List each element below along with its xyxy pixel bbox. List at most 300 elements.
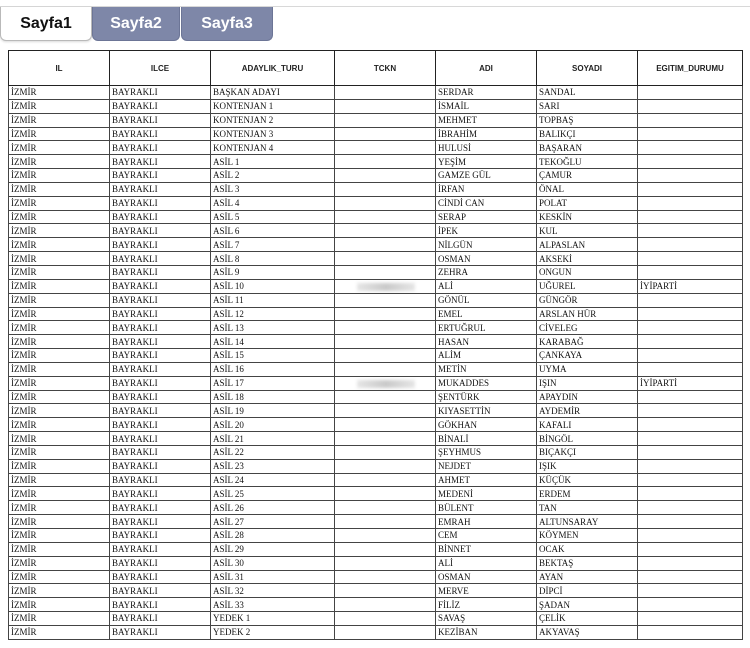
cell-ilce[interactable]: BAYRAKLI xyxy=(110,169,211,183)
cell-adaylik-turu[interactable]: ASİL 9 xyxy=(211,265,335,279)
cell-adaylik-turu[interactable]: ASİL 1 xyxy=(211,155,335,169)
table-row xyxy=(9,210,743,224)
cell-ilce[interactable]: BAYRAKLI xyxy=(110,196,211,210)
cell-soyadi[interactable]: KÜÇÜK xyxy=(537,473,638,487)
cell-adi[interactable]: MUKADDES xyxy=(436,376,537,390)
cell-adi[interactable]: KIYASETTİN xyxy=(436,404,537,418)
cell-adaylik-turu[interactable]: ASİL 7 xyxy=(211,238,335,252)
cell-ilce[interactable]: BAYRAKLI xyxy=(110,321,211,335)
cell-soyadi[interactable]: KÖYMEN xyxy=(537,529,638,543)
cell-il[interactable]: İZMİR xyxy=(9,432,110,446)
cell-ilce[interactable]: BAYRAKLI xyxy=(110,445,211,459)
table-row xyxy=(9,335,743,349)
cell-egitim-durumu[interactable] xyxy=(638,432,743,446)
cell-ilce[interactable]: BAYRAKLI xyxy=(110,224,211,238)
cell-soyadi[interactable]: KUL xyxy=(537,224,638,238)
cell-adaylik-turu[interactable]: ASİL 29 xyxy=(211,542,335,556)
cell-ilce[interactable]: BAYRAKLI xyxy=(110,307,211,321)
cell-soyadi[interactable]: TAN xyxy=(537,501,638,515)
cell-il[interactable]: İZMİR xyxy=(9,418,110,432)
cell-adaylik-turu[interactable]: ASİL 20 xyxy=(211,418,335,432)
cell-ilce[interactable]: BAYRAKLI xyxy=(110,155,211,169)
cell-il[interactable]: İZMİR xyxy=(9,515,110,529)
cell-tckn[interactable] xyxy=(335,376,436,390)
cell-soyadi[interactable]: IŞIK xyxy=(537,459,638,473)
cell-tckn[interactable] xyxy=(335,113,436,127)
cell-soyadi[interactable]: DİPCİ xyxy=(537,584,638,598)
cell-tckn[interactable] xyxy=(335,99,436,113)
cell-soyadi[interactable]: KAFALI xyxy=(537,418,638,432)
cell-adi[interactable]: GÖKHAN xyxy=(436,418,537,432)
header-adaylik-turu[interactable]: ADAYLIK_TURU xyxy=(211,51,335,86)
cell-il[interactable]: İZMİR xyxy=(9,459,110,473)
cell-il[interactable]: İZMİR xyxy=(9,307,110,321)
table-row xyxy=(9,86,743,100)
cell-il[interactable]: İZMİR xyxy=(9,321,110,335)
cell-egitim-durumu[interactable] xyxy=(638,612,743,626)
cell-adi[interactable]: YEŞİM xyxy=(436,155,537,169)
cell-adaylik-turu[interactable]: KONTENJAN 1 xyxy=(211,99,335,113)
header-egitim-durumu[interactable]: EGITIM_DURUMU xyxy=(638,51,743,86)
cell-adi[interactable]: GÖNÜL xyxy=(436,293,537,307)
cell-tckn[interactable] xyxy=(335,501,436,515)
cell-egitim-durumu[interactable] xyxy=(638,390,743,404)
cell-egitim-durumu[interactable] xyxy=(638,224,743,238)
cell-soyadi[interactable]: BİNGÖL xyxy=(537,432,638,446)
cell-ilce[interactable]: BAYRAKLI xyxy=(110,584,211,598)
cell-adi[interactable]: BİNALİ xyxy=(436,432,537,446)
cell-tckn[interactable] xyxy=(335,252,436,266)
cell-egitim-durumu[interactable] xyxy=(638,542,743,556)
cell-soyadi[interactable]: BIÇAKÇI xyxy=(537,445,638,459)
cell-ilce[interactable]: BAYRAKLI xyxy=(110,113,211,127)
cell-soyadi[interactable]: ÇANKAYA xyxy=(537,349,638,363)
cell-tckn[interactable] xyxy=(335,210,436,224)
cell-tckn[interactable] xyxy=(335,265,436,279)
cell-adi[interactable]: AHMET xyxy=(436,473,537,487)
cell-tckn[interactable] xyxy=(335,625,436,639)
cell-ilce[interactable]: BAYRAKLI xyxy=(110,238,211,252)
cell-egitim-durumu[interactable] xyxy=(638,598,743,612)
cell-tckn[interactable] xyxy=(335,335,436,349)
cell-egitim-durumu[interactable] xyxy=(638,459,743,473)
cell-il[interactable]: İZMİR xyxy=(9,501,110,515)
cell-adi[interactable]: İRFAN xyxy=(436,182,537,196)
cell-egitim-durumu[interactable] xyxy=(638,349,743,363)
cell-soyadi[interactable]: TOPBAŞ xyxy=(537,113,638,127)
cell-tckn[interactable] xyxy=(335,224,436,238)
cell-adaylik-turu[interactable]: ASİL 13 xyxy=(211,321,335,335)
cell-adaylik-turu[interactable]: ASİL 18 xyxy=(211,390,335,404)
cell-egitim-durumu[interactable] xyxy=(638,169,743,183)
cell-adaylik-turu[interactable]: ASİL 8 xyxy=(211,252,335,266)
cell-adi[interactable]: KEZİBAN xyxy=(436,625,537,639)
table-row xyxy=(9,529,743,543)
table-row xyxy=(9,418,743,432)
cell-tckn[interactable] xyxy=(335,473,436,487)
cell-soyadi[interactable]: SANDAL xyxy=(537,86,638,100)
cell-egitim-durumu[interactable] xyxy=(638,584,743,598)
cell-il[interactable]: İZMİR xyxy=(9,169,110,183)
cell-egitim-durumu[interactable] xyxy=(638,293,743,307)
cell-tckn[interactable] xyxy=(335,445,436,459)
cell-soyadi[interactable]: ŞADAN xyxy=(537,598,638,612)
cell-adaylik-turu[interactable]: BAŞKAN ADAYI xyxy=(211,86,335,100)
cell-il[interactable]: İZMİR xyxy=(9,238,110,252)
cell-soyadi[interactable]: ALPASLAN xyxy=(537,238,638,252)
cell-adi[interactable]: ŞENTÜRK xyxy=(436,390,537,404)
cell-adi[interactable]: BÜLENT xyxy=(436,501,537,515)
cell-il[interactable]: İZMİR xyxy=(9,196,110,210)
cell-tckn[interactable] xyxy=(335,432,436,446)
cell-soyadi[interactable]: ÇAMUR xyxy=(537,169,638,183)
cell-soyadi[interactable]: APAYDIN xyxy=(537,390,638,404)
cell-adi[interactable]: BİNNET xyxy=(436,542,537,556)
cell-il[interactable]: İZMİR xyxy=(9,155,110,169)
cell-adaylik-turu[interactable]: ASİL 33 xyxy=(211,598,335,612)
tab-sayfa1[interactable]: Sayfa1 xyxy=(0,7,92,41)
cell-egitim-durumu[interactable] xyxy=(638,487,743,501)
cell-il[interactable]: İZMİR xyxy=(9,542,110,556)
cell-adaylik-turu[interactable]: ASİL 30 xyxy=(211,556,335,570)
cell-il[interactable]: İZMİR xyxy=(9,335,110,349)
tab-sayfa2[interactable]: Sayfa2 xyxy=(92,7,180,41)
cell-tckn[interactable] xyxy=(335,141,436,155)
cell-adaylik-turu[interactable]: ASİL 3 xyxy=(211,182,335,196)
cell-adaylik-turu[interactable]: ASİL 15 xyxy=(211,349,335,363)
cell-adi[interactable]: NİLGÜN xyxy=(436,238,537,252)
cell-tckn[interactable] xyxy=(335,487,436,501)
cell-il[interactable]: İZMİR xyxy=(9,598,110,612)
cell-adi[interactable]: CEM xyxy=(436,529,537,543)
cell-egitim-durumu[interactable] xyxy=(638,418,743,432)
cell-egitim-durumu[interactable] xyxy=(638,404,743,418)
cell-adi[interactable]: FİLİZ xyxy=(436,598,537,612)
cell-tckn[interactable] xyxy=(335,182,436,196)
cell-adi[interactable]: SAVAŞ xyxy=(436,612,537,626)
cell-soyadi[interactable]: ERDEM xyxy=(537,487,638,501)
cell-ilce[interactable]: BAYRAKLI xyxy=(110,265,211,279)
cell-soyadi[interactable]: UĞUREL xyxy=(537,279,638,293)
cell-ilce[interactable]: BAYRAKLI xyxy=(110,501,211,515)
cell-soyadi[interactable]: KARABAĞ xyxy=(537,335,638,349)
cell-il[interactable]: İZMİR xyxy=(9,556,110,570)
cell-soyadi[interactable]: UYMA xyxy=(537,362,638,376)
cell-egitim-durumu[interactable] xyxy=(638,252,743,266)
cell-egitim-durumu[interactable] xyxy=(638,99,743,113)
cell-ilce[interactable]: BAYRAKLI xyxy=(110,293,211,307)
cell-soyadi[interactable]: OCAK xyxy=(537,542,638,556)
cell-adaylik-turu[interactable]: ASİL 16 xyxy=(211,362,335,376)
cell-adaylik-turu[interactable]: YEDEK 1 xyxy=(211,612,335,626)
cell-egitim-durumu[interactable] xyxy=(638,515,743,529)
cell-adi[interactable]: EMEL xyxy=(436,307,537,321)
cell-il[interactable]: İZMİR xyxy=(9,279,110,293)
cell-ilce[interactable]: BAYRAKLI xyxy=(110,86,211,100)
cell-egitim-durumu[interactable] xyxy=(638,238,743,252)
tab-sayfa3[interactable]: Sayfa3 xyxy=(181,7,273,41)
cell-ilce[interactable]: BAYRAKLI xyxy=(110,487,211,501)
cell-il[interactable]: İZMİR xyxy=(9,625,110,639)
cell-adi[interactable]: İPEK xyxy=(436,224,537,238)
cell-ilce[interactable]: BAYRAKLI xyxy=(110,473,211,487)
cell-egitim-durumu[interactable] xyxy=(638,556,743,570)
cell-soyadi[interactable]: ÖNAL xyxy=(537,182,638,196)
cell-ilce[interactable]: BAYRAKLI xyxy=(110,390,211,404)
cell-adi[interactable]: HULUSİ xyxy=(436,141,537,155)
cell-soyadi[interactable]: CİVELEG xyxy=(537,321,638,335)
cell-soyadi[interactable]: KESKİN xyxy=(537,210,638,224)
cell-il[interactable]: İZMİR xyxy=(9,113,110,127)
cell-adaylik-turu[interactable]: KONTENJAN 4 xyxy=(211,141,335,155)
cell-il[interactable]: İZMİR xyxy=(9,127,110,141)
cell-tckn[interactable] xyxy=(335,321,436,335)
cell-ilce[interactable]: BAYRAKLI xyxy=(110,612,211,626)
cell-il[interactable]: İZMİR xyxy=(9,349,110,363)
cell-il[interactable]: İZMİR xyxy=(9,86,110,100)
cell-il[interactable]: İZMİR xyxy=(9,612,110,626)
cell-ilce[interactable]: BAYRAKLI xyxy=(110,349,211,363)
cell-ilce[interactable]: BAYRAKLI xyxy=(110,279,211,293)
cell-adaylik-turu[interactable]: ASİL 4 xyxy=(211,196,335,210)
cell-ilce[interactable]: BAYRAKLI xyxy=(110,418,211,432)
cell-tckn[interactable] xyxy=(335,196,436,210)
cell-soyadi[interactable]: ÇELİK xyxy=(537,612,638,626)
cell-tckn[interactable] xyxy=(335,169,436,183)
cell-adi[interactable]: ŞEYHMUS xyxy=(436,445,537,459)
cell-adaylik-turu[interactable]: ASİL 31 xyxy=(211,570,335,584)
cell-adi[interactable]: İBRAHİM xyxy=(436,127,537,141)
cell-egitim-durumu[interactable] xyxy=(638,307,743,321)
table-row xyxy=(9,473,743,487)
cell-tckn[interactable] xyxy=(335,349,436,363)
cell-tckn[interactable] xyxy=(335,515,436,529)
header-ilce[interactable]: ILCE xyxy=(110,51,211,86)
cell-soyadi[interactable]: ARSLAN HÜR xyxy=(537,307,638,321)
cell-ilce[interactable]: BAYRAKLI xyxy=(110,182,211,196)
cell-soyadi[interactable]: AKSEKİ xyxy=(537,252,638,266)
cell-il[interactable]: İZMİR xyxy=(9,141,110,155)
cell-soyadi[interactable]: ONGUN xyxy=(537,265,638,279)
cell-tckn[interactable] xyxy=(335,279,436,293)
cell-soyadi[interactable]: BEKTAŞ xyxy=(537,556,638,570)
cell-adaylik-turu[interactable]: ASİL 21 xyxy=(211,432,335,446)
cell-egitim-durumu[interactable] xyxy=(638,321,743,335)
cell-tckn[interactable] xyxy=(335,612,436,626)
cell-egitim-durumu[interactable] xyxy=(638,625,743,639)
cell-adi[interactable]: OSMAN xyxy=(436,252,537,266)
cell-adaylik-turu[interactable]: ASİL 25 xyxy=(211,487,335,501)
cell-egitim-durumu[interactable] xyxy=(638,265,743,279)
cell-ilce[interactable]: BAYRAKLI xyxy=(110,99,211,113)
cell-ilce[interactable]: BAYRAKLI xyxy=(110,570,211,584)
cell-ilce[interactable]: BAYRAKLI xyxy=(110,598,211,612)
cell-adaylik-turu[interactable]: ASİL 32 xyxy=(211,584,335,598)
cell-adaylik-turu[interactable]: ASİL 26 xyxy=(211,501,335,515)
cell-egitim-durumu[interactable] xyxy=(638,335,743,349)
cell-adaylik-turu[interactable]: ASİL 5 xyxy=(211,210,335,224)
cell-tckn[interactable] xyxy=(335,542,436,556)
cell-tckn[interactable] xyxy=(335,293,436,307)
header-soyadi[interactable]: SOYADI xyxy=(537,51,638,86)
cell-tckn[interactable] xyxy=(335,529,436,543)
cell-soyadi[interactable]: POLAT xyxy=(537,196,638,210)
cell-soyadi[interactable]: AKYAVAŞ xyxy=(537,625,638,639)
cell-soyadi[interactable]: BALIKÇI xyxy=(537,127,638,141)
cell-il[interactable]: İZMİR xyxy=(9,570,110,584)
cell-adaylik-turu[interactable]: KONTENJAN 2 xyxy=(211,113,335,127)
cell-il[interactable]: İZMİR xyxy=(9,445,110,459)
cell-tckn[interactable] xyxy=(335,598,436,612)
cell-il[interactable]: İZMİR xyxy=(9,182,110,196)
cell-adi[interactable]: MEDENİ xyxy=(436,487,537,501)
cell-adi[interactable]: SERDAR xyxy=(436,86,537,100)
cell-tckn[interactable] xyxy=(335,584,436,598)
cell-egitim-durumu[interactable] xyxy=(638,182,743,196)
table-row xyxy=(9,238,743,252)
cell-tckn[interactable] xyxy=(335,307,436,321)
cell-adi[interactable]: MERVE xyxy=(436,584,537,598)
cell-adaylik-turu[interactable]: ASİL 11 xyxy=(211,293,335,307)
cell-adi[interactable]: İSMAİL xyxy=(436,99,537,113)
cell-adi[interactable]: ALİ xyxy=(436,279,537,293)
cell-tckn[interactable] xyxy=(335,86,436,100)
cell-adi[interactable]: OSMAN xyxy=(436,570,537,584)
cell-adi[interactable]: MEHMET xyxy=(436,113,537,127)
cell-egitim-durumu[interactable] xyxy=(638,445,743,459)
cell-tckn[interactable] xyxy=(335,570,436,584)
cell-adaylik-turu[interactable]: ASİL 14 xyxy=(211,335,335,349)
cell-adaylik-turu[interactable]: ASİL 23 xyxy=(211,459,335,473)
cell-adi[interactable]: NEJDET xyxy=(436,459,537,473)
cell-il[interactable]: İZMİR xyxy=(9,265,110,279)
cell-soyadi[interactable]: AYAN xyxy=(537,570,638,584)
table-row xyxy=(9,487,743,501)
cell-tckn[interactable] xyxy=(335,556,436,570)
cell-egitim-durumu[interactable] xyxy=(638,196,743,210)
cell-tckn[interactable] xyxy=(335,404,436,418)
cell-tckn[interactable] xyxy=(335,155,436,169)
cell-soyadi[interactable]: ALTUNSARAY xyxy=(537,515,638,529)
header-tckn[interactable]: TCKN xyxy=(335,51,436,86)
cell-adaylik-turu[interactable]: ASİL 28 xyxy=(211,529,335,543)
cell-adi[interactable]: ALİM xyxy=(436,349,537,363)
cell-tckn[interactable] xyxy=(335,362,436,376)
cell-ilce[interactable]: BAYRAKLI xyxy=(110,362,211,376)
cell-soyadi[interactable]: TEKOĞLU xyxy=(537,155,638,169)
cell-il[interactable]: İZMİR xyxy=(9,529,110,543)
cell-il[interactable]: İZMİR xyxy=(9,487,110,501)
cell-egitim-durumu[interactable] xyxy=(638,141,743,155)
cell-tckn[interactable] xyxy=(335,238,436,252)
cell-il[interactable]: İZMİR xyxy=(9,293,110,307)
cell-ilce[interactable]: BAYRAKLI xyxy=(110,404,211,418)
cell-egitim-durumu[interactable] xyxy=(638,155,743,169)
cell-soyadi[interactable]: BAŞARAN xyxy=(537,141,638,155)
cell-egitim-durumu[interactable]: İYİPARTİ xyxy=(638,376,743,390)
cell-adaylik-turu[interactable]: ASİL 12 xyxy=(211,307,335,321)
cell-adaylik-turu[interactable]: ASİL 19 xyxy=(211,404,335,418)
cell-il[interactable]: İZMİR xyxy=(9,252,110,266)
cell-adi[interactable]: ZEHRA xyxy=(436,265,537,279)
cell-il[interactable]: İZMİR xyxy=(9,224,110,238)
cell-ilce[interactable]: BAYRAKLI xyxy=(110,210,211,224)
cell-il[interactable]: İZMİR xyxy=(9,376,110,390)
cell-il[interactable]: İZMİR xyxy=(9,473,110,487)
cell-tckn[interactable] xyxy=(335,459,436,473)
cell-adaylik-turu[interactable]: ASİL 10 xyxy=(211,279,335,293)
cell-adaylik-turu[interactable]: ASİL 2 xyxy=(211,169,335,183)
cell-adaylik-turu[interactable]: YEDEK 2 xyxy=(211,625,335,639)
cell-adaylik-turu[interactable]: ASİL 17 xyxy=(211,376,335,390)
cell-ilce[interactable]: BAYRAKLI xyxy=(110,542,211,556)
cell-ilce[interactable]: BAYRAKLI xyxy=(110,459,211,473)
cell-ilce[interactable]: BAYRAKLI xyxy=(110,376,211,390)
cell-egitim-durumu[interactable] xyxy=(638,113,743,127)
cell-soyadi[interactable]: IŞIN xyxy=(537,376,638,390)
header-adi[interactable]: ADI xyxy=(436,51,537,86)
cell-egitim-durumu[interactable] xyxy=(638,210,743,224)
cell-il[interactable]: İZMİR xyxy=(9,362,110,376)
header-il[interactable]: IL xyxy=(9,51,110,86)
cell-egitim-durumu[interactable] xyxy=(638,529,743,543)
cell-egitim-durumu[interactable] xyxy=(638,127,743,141)
cell-ilce[interactable]: BAYRAKLI xyxy=(110,556,211,570)
cell-tckn[interactable] xyxy=(335,127,436,141)
cell-adi[interactable]: HASAN xyxy=(436,335,537,349)
cell-adaylik-turu[interactable]: ASİL 22 xyxy=(211,445,335,459)
cell-adi[interactable]: ERTUĞRUL xyxy=(436,321,537,335)
cell-ilce[interactable]: BAYRAKLI xyxy=(110,335,211,349)
cell-ilce[interactable]: BAYRAKLI xyxy=(110,432,211,446)
cell-adaylik-turu[interactable]: ASİL 24 xyxy=(211,473,335,487)
cell-il[interactable]: İZMİR xyxy=(9,210,110,224)
cell-egitim-durumu[interactable] xyxy=(638,473,743,487)
cell-adi[interactable]: CİNDİ CAN xyxy=(436,196,537,210)
cell-adi[interactable]: ALİ xyxy=(436,556,537,570)
cell-ilce[interactable]: BAYRAKLI xyxy=(110,252,211,266)
cell-egitim-durumu[interactable] xyxy=(638,570,743,584)
cell-soyadi[interactable]: GÜNGÖR xyxy=(537,293,638,307)
cell-egitim-durumu[interactable] xyxy=(638,86,743,100)
cell-adaylik-turu[interactable]: KONTENJAN 3 xyxy=(211,127,335,141)
cell-ilce[interactable]: BAYRAKLI xyxy=(110,625,211,639)
table-row xyxy=(9,501,743,515)
cell-ilce[interactable]: BAYRAKLI xyxy=(110,127,211,141)
cell-il[interactable]: İZMİR xyxy=(9,584,110,598)
table-row xyxy=(9,113,743,127)
cell-soyadi[interactable]: SARI xyxy=(537,99,638,113)
cell-adaylik-turu[interactable]: ASİL 6 xyxy=(211,224,335,238)
cell-ilce[interactable]: BAYRAKLI xyxy=(110,529,211,543)
cell-adi[interactable]: METİN xyxy=(436,362,537,376)
cell-ilce[interactable]: BAYRAKLI xyxy=(110,515,211,529)
cell-egitim-durumu[interactable]: İYİPARTİ xyxy=(638,279,743,293)
cell-tckn[interactable] xyxy=(335,390,436,404)
cell-il[interactable]: İZMİR xyxy=(9,390,110,404)
cell-il[interactable]: İZMİR xyxy=(9,404,110,418)
cell-adi[interactable]: EMRAH xyxy=(436,515,537,529)
cell-adi[interactable]: SERAP xyxy=(436,210,537,224)
cell-egitim-durumu[interactable] xyxy=(638,501,743,515)
cell-tckn[interactable] xyxy=(335,418,436,432)
cell-soyadi[interactable]: AYDEMİR xyxy=(537,404,638,418)
cell-adi[interactable]: GAMZE GÜL xyxy=(436,169,537,183)
cell-adaylik-turu[interactable]: ASİL 27 xyxy=(211,515,335,529)
cell-ilce[interactable]: BAYRAKLI xyxy=(110,141,211,155)
cell-il[interactable]: İZMİR xyxy=(9,99,110,113)
cell-egitim-durumu[interactable] xyxy=(638,362,743,376)
